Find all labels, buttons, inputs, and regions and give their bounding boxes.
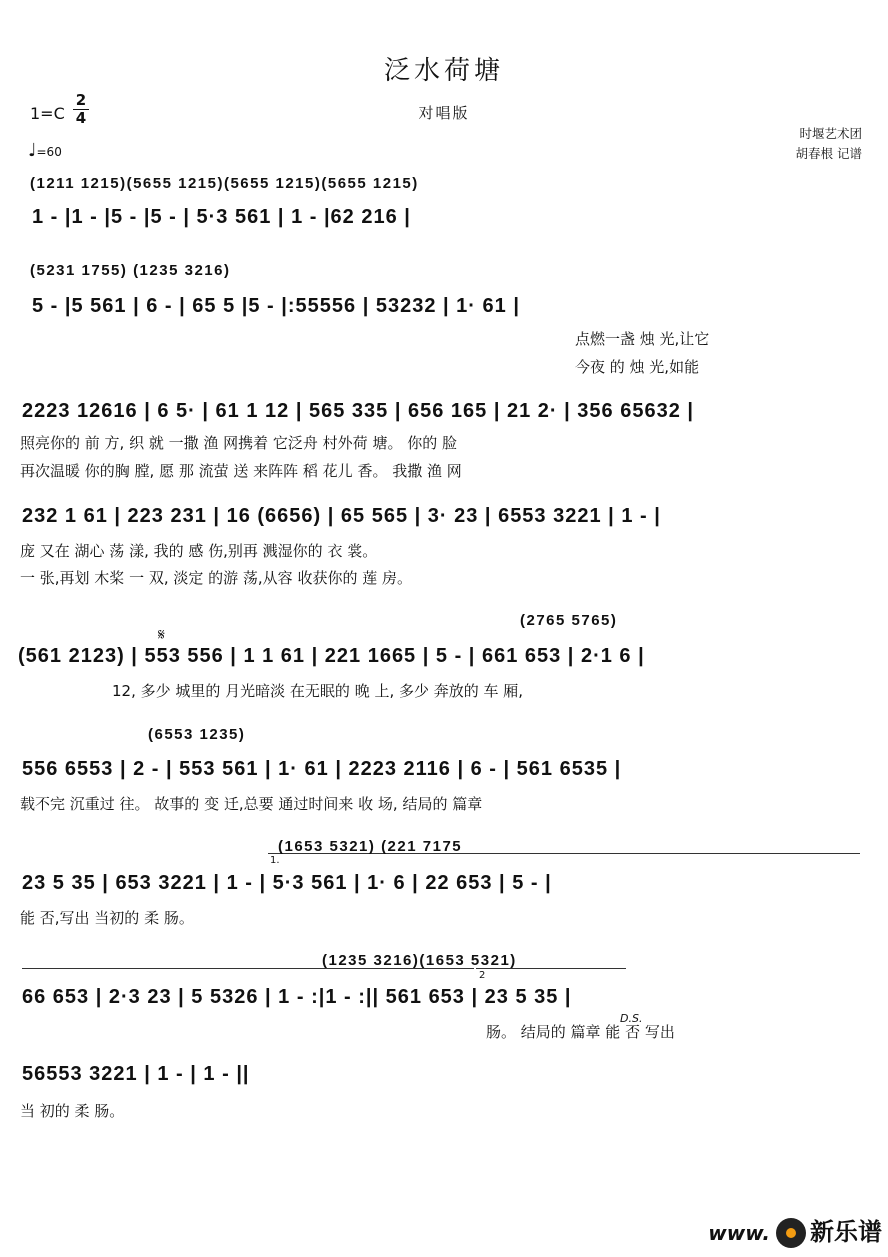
lyrics-row-9: 当 初的 柔 肠。 — [20, 1102, 125, 1120]
watermark-brand: 新乐谱 — [810, 1218, 882, 1246]
lyrics-row-3-verse-2: 再次温暖 你的胸 膛, 愿 那 流萤 送 来阵阵 稻 花儿 香。 我撒 渔 网 — [20, 462, 462, 480]
tempo-marking — [28, 140, 62, 161]
lyrics-row-8: 肠。 结局的 篇章 能 否 写出 — [486, 1023, 675, 1041]
lyrics-row-3-verse-1: 照亮你的 前 方, 织 就 一撒 渔 网携着 它泛舟 村外荷 塘。 你的 脸 — [20, 434, 457, 452]
time-signature — [73, 92, 89, 127]
intro-line-7: (1653 5321) (221 7175 — [278, 838, 463, 855]
lyrics-row-4-verse-2: 一 张,再划 木桨 一 双, 淡定 的游 荡,从容 收获你的 莲 房。 — [20, 569, 412, 587]
lyrics-row-2-verse-1: 点燃一盏 烛 光,让它 — [575, 330, 710, 348]
vinyl-disc-icon — [776, 1218, 806, 1248]
meter-bottom: 4 — [73, 109, 89, 127]
intro-line-1: (1211 1215)(5655 1215)(5655 1215)(5655 1215) — [30, 175, 419, 192]
watermark-url: www. — [708, 1221, 770, 1245]
notation-row-2: 5 - |5 561 | 6 - | 65 5 |5 - |:55556 | 53232 | 1· 61 | — [32, 295, 520, 317]
song-title: 泛水荷塘 — [383, 56, 504, 86]
notation-row-9: 56553 3221 | 1 - | 1 - || — [22, 1063, 250, 1085]
segno-mark: 𝄋 — [158, 625, 165, 644]
lyrics-row-6: 载不完 沉重过 往。 故事的 变 迁,总要 通过时间来 收 场, 结局的 篇章 — [20, 795, 483, 813]
notation-row-5: (561 2123) | 553 556 | 1 1 61 | 221 1665 | 5 - | 661 653 | 2·1 6 | — [18, 645, 645, 667]
lyrics-row-5: 12, 多少 城里的 月光暗淡 在无眠的 晚 上, 多少 奔放的 车 厢, — [112, 682, 524, 700]
lyrics-row-2-verse-2: 今夜 的 烛 光,如能 — [575, 358, 700, 376]
notation-row-1: 1 - |1 - |5 - |5 - | 5·3 561 | 1 - |62 216 | — [32, 206, 411, 228]
notation-row-6: 556 6553 | 2 - | 553 561 | 1· 61 | 2223 2116 | 6 - | 561 6535 | — [22, 758, 622, 780]
transcriber-name: 胡春根 记谱 — [795, 146, 862, 161]
volta-1-label: 1. — [270, 855, 280, 866]
volta-2-label: 2 — [479, 970, 486, 981]
song-subtitle: 对唱版 — [418, 104, 470, 122]
watermark — [708, 1212, 882, 1248]
notation-row-7: 23 5 35 | 653 3221 | 1 - | 5·3 561 | 1· 6 | 22 653 | 5 - | — [22, 872, 552, 894]
lyrics-row-7: 能 否,写出 当初的 柔 肠。 — [20, 909, 194, 927]
tempo-value: =60 — [36, 145, 62, 159]
troupe-name: 时堰艺术团 — [799, 126, 862, 141]
intro-line-8: (1235 3216)(1653 5321) — [322, 952, 517, 969]
notation-row-3: 2223 12616 | 6 5· | 61 1 12 | 565 335 | 656 165 | 21 2· | 356 65632 | — [22, 400, 694, 422]
key-signature: 1=C — [30, 104, 65, 123]
intro-line-2: (5231 1755) (1235 3216) — [30, 262, 231, 279]
ds-mark: D.S. — [620, 1012, 643, 1025]
notation-row-4: 232 1 61 | 223 231 | 16 (6656) | 65 565 | 3· 23 | 6553 3221 | 1 - | — [22, 505, 661, 527]
quarter-note-icon: ♩ — [28, 140, 37, 161]
intro-line-5: (2765 5765) — [520, 612, 618, 629]
lyrics-row-4-verse-1: 庞 又在 湖心 荡 漾, 我的 感 伤,别再 溅湿你的 衣 裳。 — [20, 542, 378, 560]
meter-top: 2 — [75, 91, 87, 109]
credits — [796, 124, 862, 164]
intro-line-6: (6553 1235) — [148, 726, 246, 743]
notation-row-8: 66 653 | 2·3 23 | 5 5326 | 1 - :|1 - :|| 561 653 | 23 5 35 | — [22, 986, 572, 1008]
